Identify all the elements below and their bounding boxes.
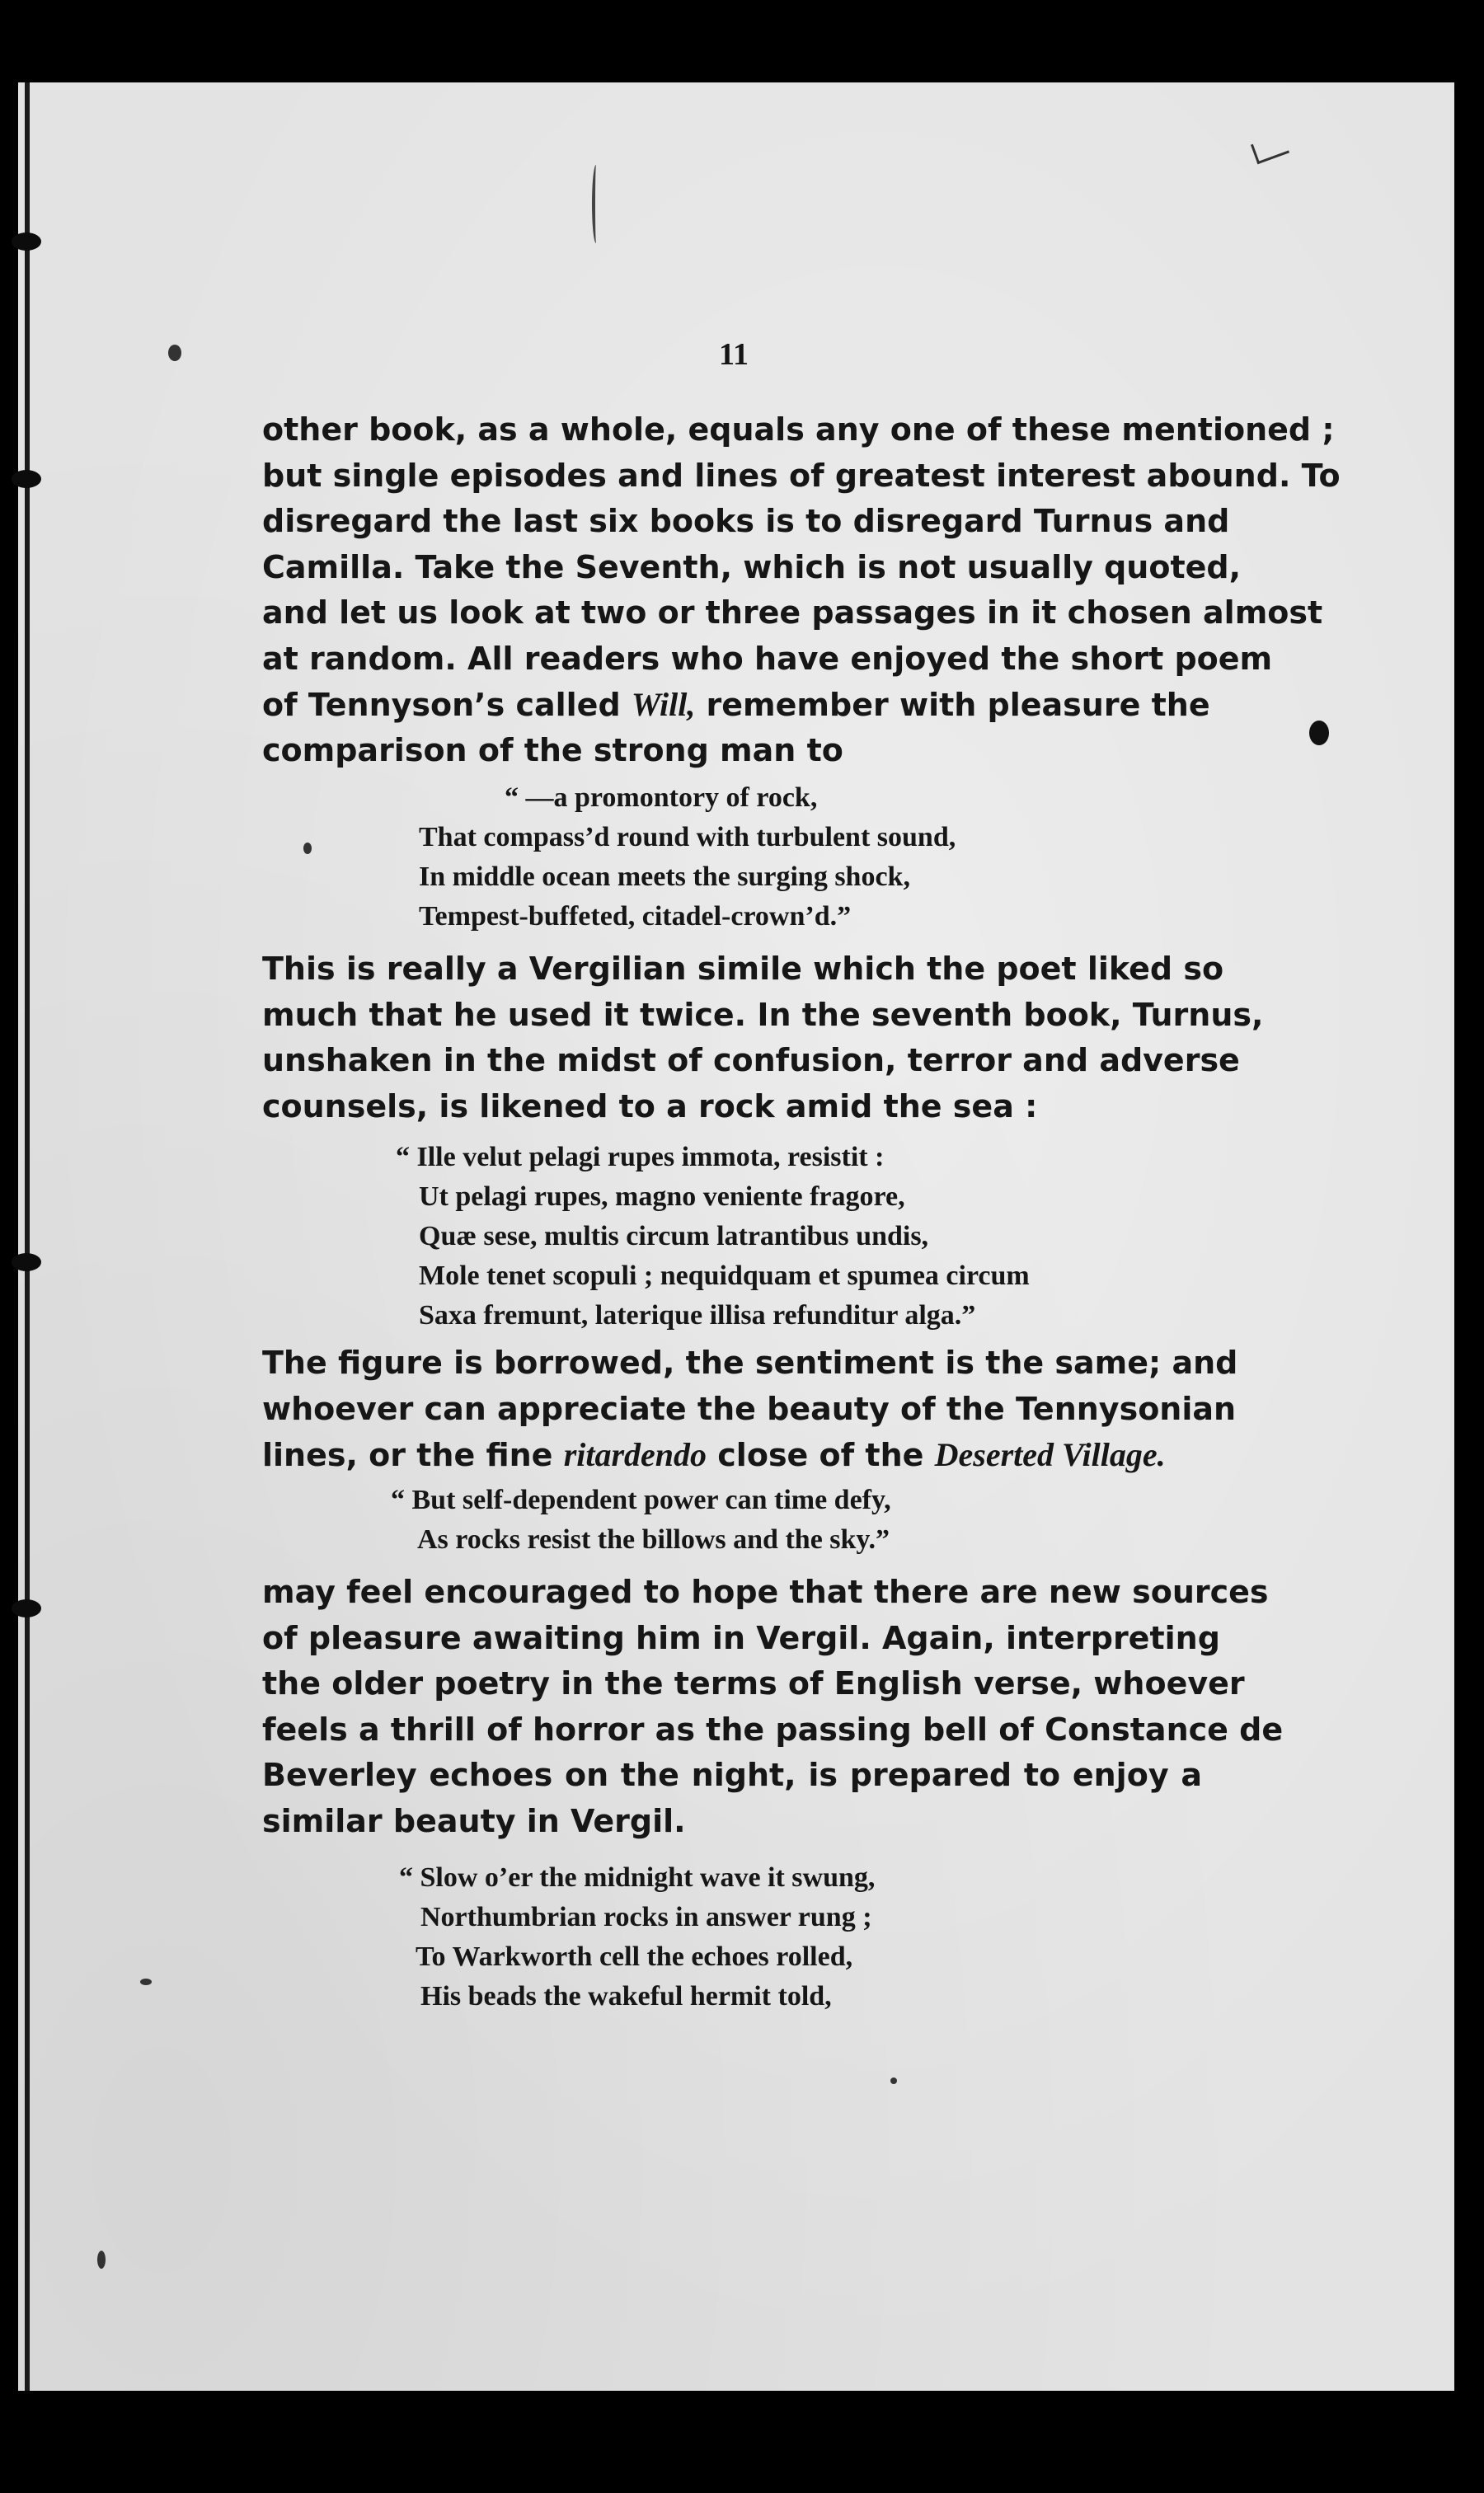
verse-line: “ But self-dependent power can time defy, — [391, 1485, 891, 1515]
text-line: similar beauty in Vergil. — [262, 1802, 686, 1839]
text-line: Camilla. Take the Seventh, which is not usually quoted, — [262, 548, 1242, 585]
text-line-with-italic — [262, 1432, 1202, 1478]
paragraph-1 — [262, 407, 1341, 773]
verse-quote-3 — [391, 1481, 891, 1560]
page-number: 11 — [719, 337, 749, 372]
text-line: unshaken in the midst of confusion, terror and adverse — [262, 1042, 1240, 1078]
scan-speck — [303, 843, 312, 854]
verse-line: To Warkworth cell the echoes rolled, — [416, 1941, 853, 1972]
verse-line: Tempest-buffeted, citadel-crown’d.” — [419, 901, 852, 932]
verse-line: Quæ sese, multis circum latrantibus undis, — [419, 1221, 929, 1251]
scan-speck — [1309, 721, 1329, 745]
verse-quote-1 — [419, 778, 956, 937]
scan-speck — [890, 2078, 897, 2084]
text-line: and let us look at two or three passages in it chosen almost — [262, 594, 1323, 631]
text-line: at random. All readers who have enjoyed the short poem — [262, 640, 1273, 677]
text-line: whoever can appreciate the beauty of the Tennysonian — [262, 1390, 1237, 1427]
verse-line: As rocks resist the billows and the sky.” — [417, 1524, 890, 1555]
verse-line: “ —a promontory of rock, — [505, 782, 818, 813]
paragraph-4 — [262, 1570, 1284, 1844]
text-line: of pleasure awaiting him in Vergil. Again, interpreting — [262, 1619, 1220, 1656]
paragraph-3 — [262, 1340, 1238, 1478]
text-line: much that he used it twice. In the seventh book, Turnus, — [262, 996, 1264, 1033]
verse-line: “ Slow o’er the midnight wave it swung, — [399, 1862, 876, 1893]
text-line: counsels, is likened to a rock amid the sea : — [262, 1087, 1038, 1124]
text-line: disregard the last six books is to disregard Turnus and — [262, 503, 1230, 539]
scan-speck — [168, 345, 181, 361]
verse-line: That compass’d round with turbulent sound, — [419, 822, 956, 852]
text-line: comparison of the strong man to — [262, 731, 843, 768]
text-line: but single episodes and lines of greatest interest abound. To — [262, 457, 1341, 494]
italic-title-will: Will, — [631, 686, 696, 723]
text-segment: close of the — [717, 1437, 924, 1473]
text-line: The figure is borrowed, the sentiment is the same; and — [262, 1345, 1238, 1381]
text-segment: remember with pleasure the — [706, 687, 1210, 723]
binding-mark — [12, 1253, 41, 1271]
verse-line: Saxa fremunt, laterique illisa refunditur alga.” — [419, 1300, 976, 1331]
binding-mark — [12, 232, 41, 251]
text-line: other book, as a whole, equals any one of these mentioned ; — [262, 411, 1335, 448]
binding-mark — [12, 1599, 41, 1617]
verse-line: “ Ille velut pelagi rupes immota, resistit : — [396, 1142, 885, 1172]
verse-line: Mole tenet scopuli ; nequidquam et spumea circum — [419, 1261, 1030, 1291]
scan-mark — [592, 165, 600, 243]
text-line: feels a thrill of horror as the passing bell of Constance de — [262, 1711, 1284, 1748]
text-line: Beverley echoes on the night, is prepared to enjoy a — [262, 1757, 1202, 1793]
text-line: the older poetry in the terms of English verse, whoever — [262, 1665, 1245, 1702]
italic-title-deserted-village: Deserted Village. — [934, 1436, 1166, 1473]
text-line-with-italic — [262, 682, 1210, 728]
verse-line: Northumbrian rocks in answer rung ; — [420, 1902, 872, 1932]
binding-mark — [12, 470, 41, 488]
verse-quote-4 — [399, 1858, 875, 2016]
text-line: This is really a Vergilian simile which the poet liked so — [262, 951, 1224, 987]
verse-quote-2 — [396, 1138, 1030, 1336]
binding-edge — [25, 82, 30, 2391]
text-segment: lines, or the fine — [262, 1437, 553, 1473]
text-line: may feel encouraged to hope that there are new sources — [262, 1574, 1269, 1610]
italic-ritardendo: ritardendo — [563, 1436, 707, 1473]
text-segment: of Tennyson’s called — [262, 687, 621, 723]
scan-speck — [140, 1979, 152, 1985]
verse-line: His beads the wakeful hermit told, — [420, 1981, 832, 2012]
verse-line: In middle ocean meets the surging shock, — [419, 862, 910, 892]
paragraph-2 — [262, 946, 1264, 1129]
verse-line: Ut pelagi rupes, magno veniente fragore, — [419, 1181, 905, 1212]
scan-speck — [97, 2251, 106, 2269]
